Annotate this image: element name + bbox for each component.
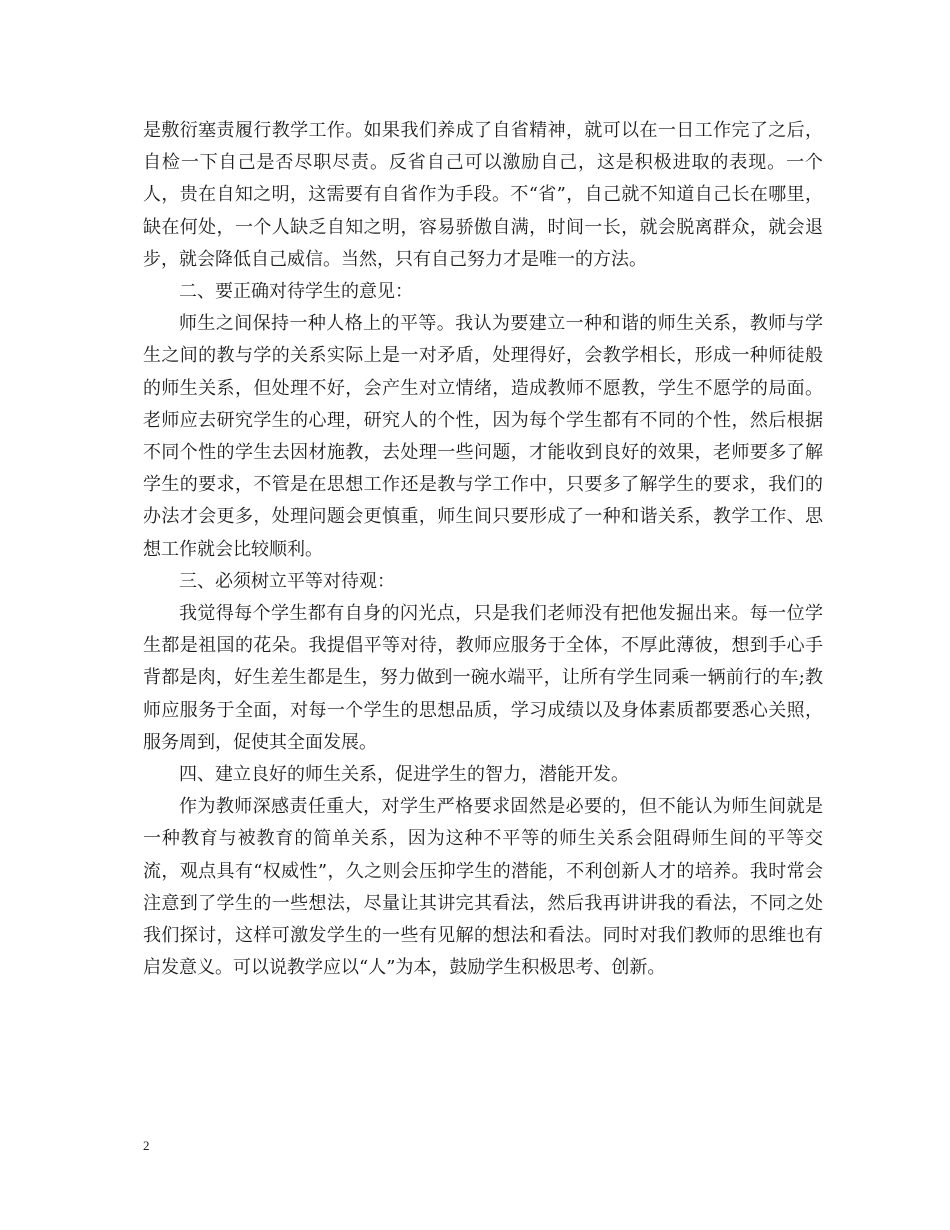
paragraph-section-4: 作为教师深感责任重大，对学生严格要求固然是必要的，但不能认为师生间就是一种教育与被教育的简单关系，因为这种不平等的师生关系会阻碍师生间的平等交流，观点具有“权威性”，久之则会压抑学生的潜能，不利创新人才的培养。我时常会注意到了学生的一些想法，尽量让其讲完其看法，然后我再讲讲我的看法，不同之处我们探讨，这样可激发学生的一些有见解的想法和看法。同时对我们教师的思维也有启发意义。可以说教学应以“人”为本，鼓励学生积极思考、创新。	[143, 796, 823, 979]
section-heading-4: 四、建立良好的师生关系，促进学生的智力，潜能开发。	[179, 764, 629, 786]
paragraph-continuation: 是敷衍塞责履行教学工作。如果我们养成了自省精神，就可以在一日工作完了之后，自检一下自己是否尽职尽责。反省自己可以激励自己，这是积极进取的表现。一个人，贵在自知之明，这需要有自省作为手段。不“省”，自己就不知道自己长在哪里，缺在何处，一个人缺乏自知之明，容易骄傲自满，时间一长，就会脱离群众，就会退步，就会降低自己威信。当然，只有自己努力才是唯一的方法。	[143, 120, 823, 270]
section-heading-3: 三、必须树立平等对待观：	[179, 570, 395, 592]
document-body	[143, 115, 823, 984]
paragraph-section-3: 我觉得每个学生都有自身的闪光点，只是我们老师没有把他发掘出来。每一位学生都是祖国的花朵。我提倡平等对待，教师应服务于全体，不厚此薄彼，想到手心手背都是肉，好生差生都是生，努力做到一碗水端平，让所有学生同乘一辆前行的车;教师应服务于全面，对每一个学生的思想品质，学习成绩以及身体素质都要悉心关照，服务周到，促使其全面发展。	[143, 603, 823, 753]
paragraph-section-2: 师生之间保持一种人格上的平等。我认为要建立一种和谐的师生关系，教师与学生之间的教与学的关系实际上是一对矛盾，处理得好，会教学相长，形成一种师徒般的师生关系，但处理不好，会产生对立情绪，造成教师不愿教，学生不愿学的局面。老师应去研究学生的心理，研究人的个性，因为每个学生都有不同的个性，然后根据不同个性的学生去因材施教，去处理一些问题，才能收到良好的效果，老师要多了解学生的要求，不管是在思想工作还是教与学工作中，只要多了解学生的要求，我们的办法才会更多，处理问题会更慎重，师生间只要形成了一种和谐关系，教学工作、思想工作就会比较顺利。	[143, 313, 823, 560]
section-heading-2: 二、要正确对待学生的意见：	[179, 281, 413, 303]
page-number: 2	[143, 1138, 150, 1153]
